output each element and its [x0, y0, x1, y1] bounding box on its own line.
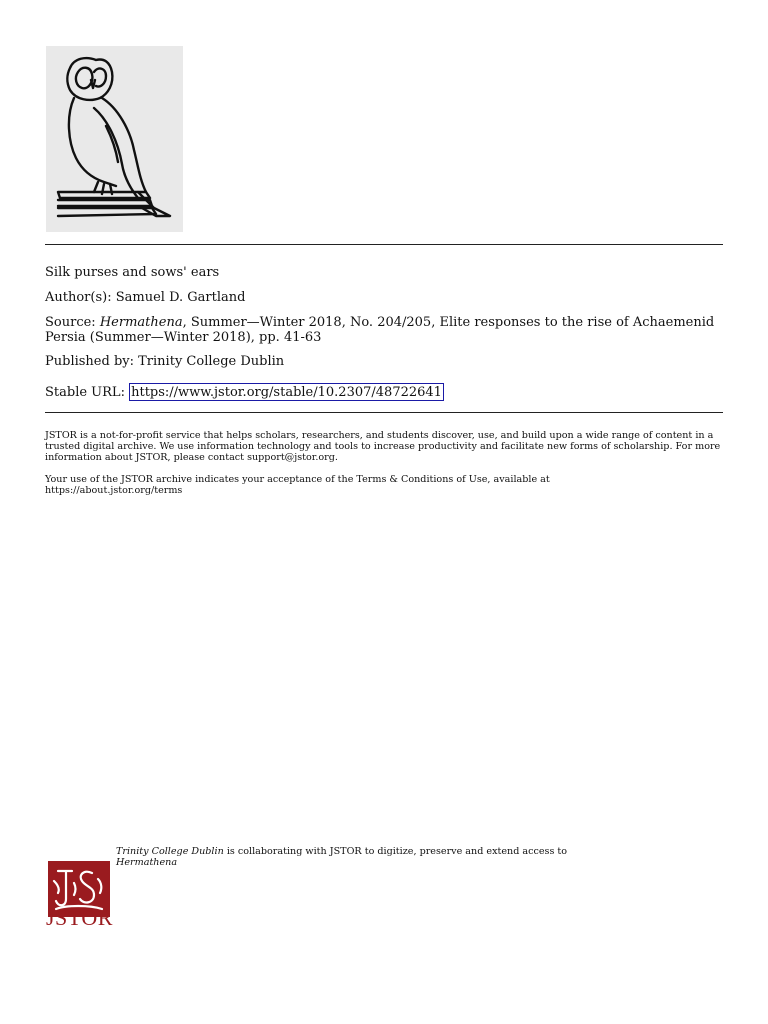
terms-notice: Your use of the JSTOR archive indicates your acceptance of the Terms & Conditions of Use, available at https://about.jstor.org/terms: [45, 474, 550, 496]
publisher-line: Published by: Trinity College Dublin: [45, 354, 285, 369]
collaboration-notice: Trinity College Dublin is collaborating with JSTOR to digitize, preserve and extend access to Hermathena: [116, 846, 568, 868]
owl-logo: [46, 46, 183, 232]
source-line: Source: Hermathena, Summer—Winter 2018, No. 204/205, Elite responses to the rise of Achaemenid Persia (Summer—Winter 2018), pp. 41-63: [45, 315, 715, 345]
article-title: Silk purses and sows' ears: [45, 265, 220, 280]
institution-name: Trinity College Dublin: [116, 846, 224, 857]
stable-url-link[interactable]: https://www.jstor.org/stable/10.2307/48722641: [131, 385, 442, 400]
footer-journal-name: Hermathena: [116, 857, 178, 868]
jstor-wordmark: JSTOR: [46, 905, 113, 930]
top-divider: [45, 244, 723, 245]
jstor-about-notice: JSTOR is a not-for-profit service that helps scholars, researchers, and students discover, use, and build upon a wide range of content in a trusted digital archive. We use information technology and tools to increase productivity and facilitate new forms of scholarship. For more information about JSTOR, please contact support@jstor.org.: [45, 430, 721, 463]
owl-icon: [46, 46, 183, 232]
journal-title: Hermathena: [99, 315, 183, 330]
publisher-name: Trinity College Dublin: [138, 354, 285, 369]
bottom-divider: [45, 412, 723, 413]
stable-url-line: Stable URL: https://www.jstor.org/stable/10.2307/48722641: [45, 385, 442, 400]
author-line: Author(s): Samuel D. Gartland: [45, 290, 246, 305]
author-name: Samuel D. Gartland: [115, 290, 246, 305]
